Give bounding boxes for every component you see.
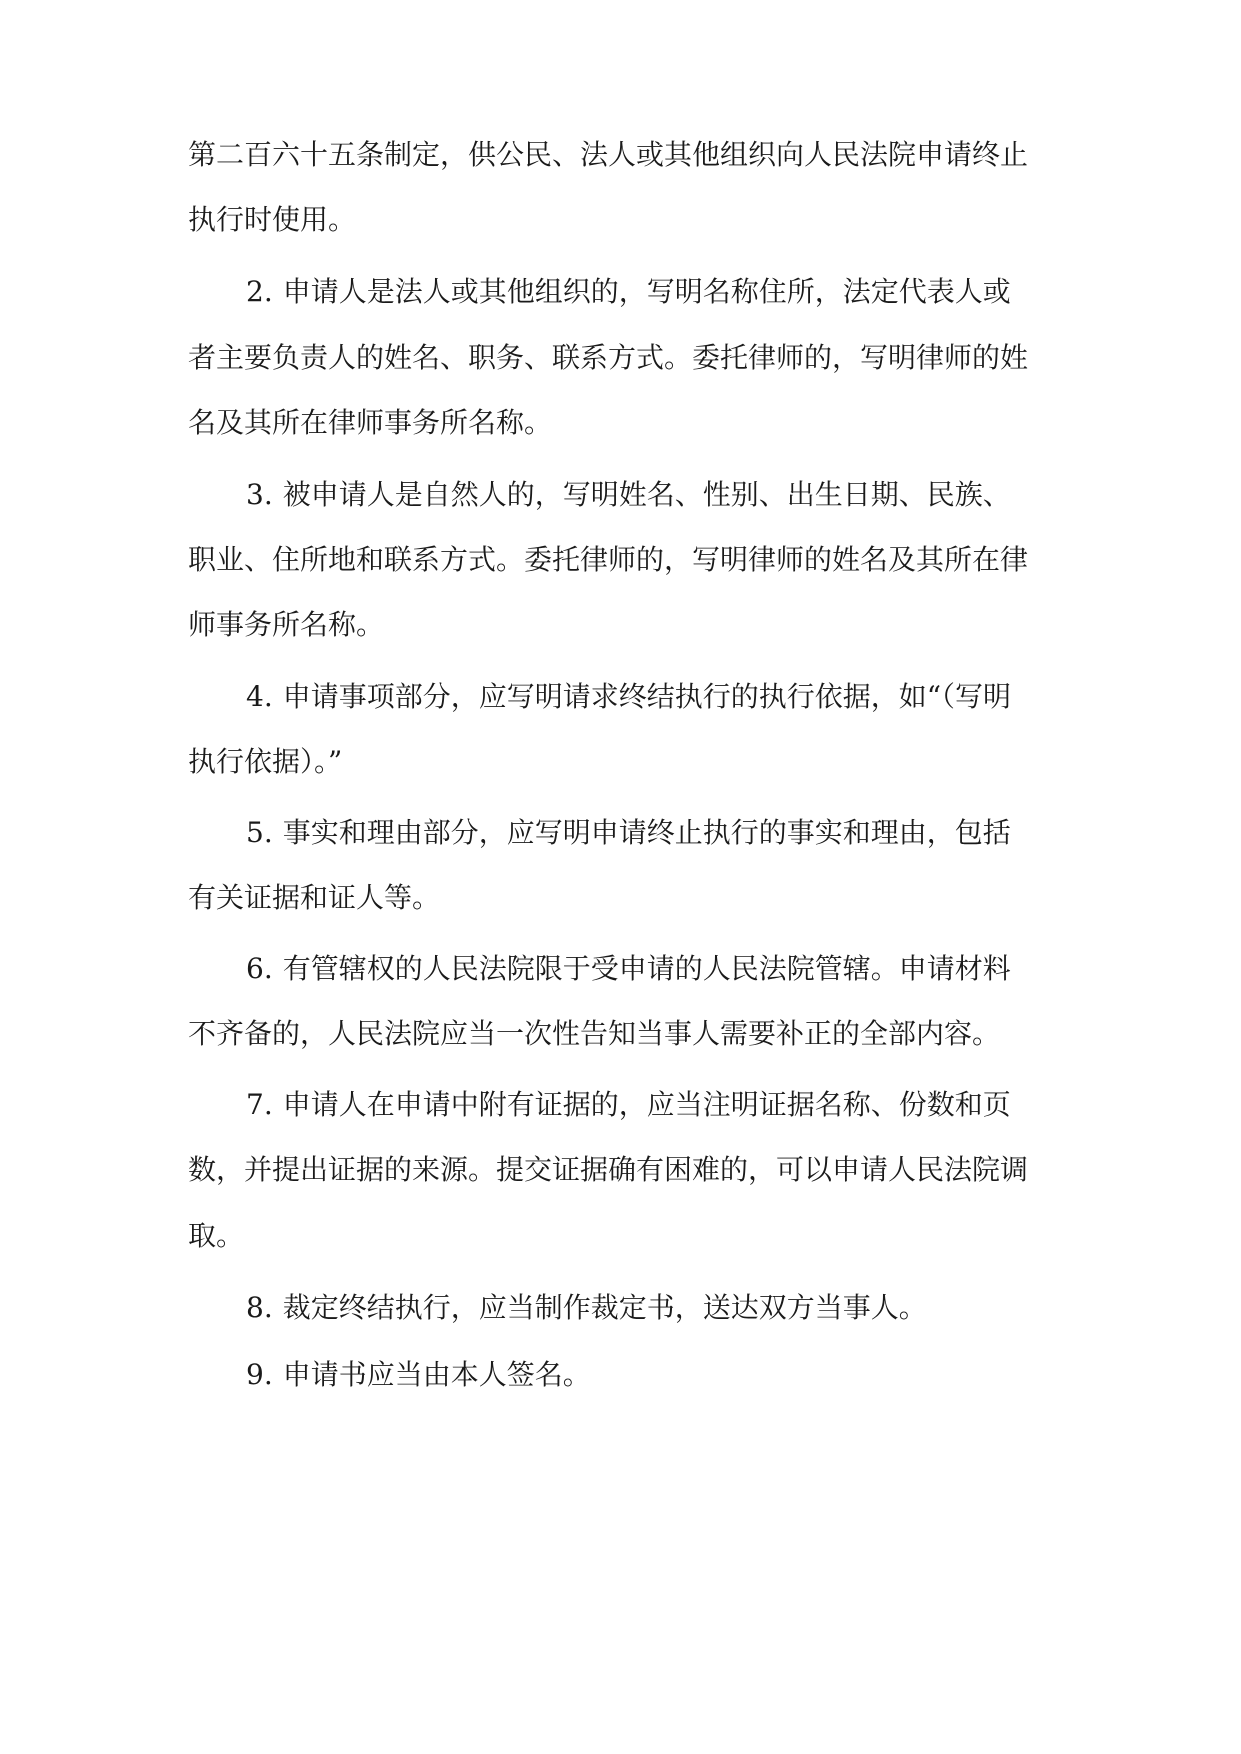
text-line: 师事务所名称。 <box>188 608 385 641</box>
paragraph-7-first-line: 7. 申请人在申请中附有证据的，应当注明证据名称、份数和页 <box>246 1085 1058 1125</box>
text-line: 第二百六十五条制定，供公民、法人或其他组织向人民法院申请终止 <box>188 138 1029 171</box>
paragraph-9-first-line: 9. 申请书应当由本人签名。 <box>246 1355 1058 1395</box>
text-line: 有关证据和证人等。 <box>188 881 441 914</box>
item-number: 2. <box>246 275 273 308</box>
item-number: 9. <box>246 1358 273 1391</box>
paragraph-2-first-line: 2. 申请人是法人或其他组织的，写明名称住所，法定代表人或 <box>246 272 1058 312</box>
text-line: 者主要负责人的姓名、职务、联系方式。委托律师的，写明律师的姓 <box>188 341 1029 374</box>
paragraph-4-first-line: 4. 申请事项部分，应写明请求终结执行的执行依据，如“（写明 <box>246 677 1058 717</box>
text-line: 数，并提出证据的来源。提交证据确有困难的，可以申请人民法院调 <box>188 1153 1029 1186</box>
text-line: 执行时使用。 <box>188 203 357 236</box>
paragraph-3-first-line: 3. 被申请人是自然人的，写明姓名、性别、出生日期、民族、 <box>246 475 1058 515</box>
item-number: 8. <box>246 1291 273 1324</box>
item-number: 4. <box>246 680 273 713</box>
text-line: 执行依据）。” <box>188 745 343 778</box>
item-number: 5. <box>246 816 273 849</box>
text-line: 职业、住所地和联系方式。委托律师的，写明律师的姓名及其所在律 <box>188 543 1029 576</box>
text-line: 不齐备的，人民法院应当一次性告知当事人需要补正的全部内容。 <box>188 1017 1001 1050</box>
item-number: 7. <box>246 1088 273 1121</box>
item-number: 6. <box>246 952 273 985</box>
text-line: 名及其所在律师事务所名称。 <box>188 406 553 439</box>
text-line: 取。 <box>188 1219 245 1252</box>
paragraph-8-first-line: 8. 裁定终结执行，应当制作裁定书，送达双方当事人。 <box>246 1288 1058 1328</box>
item-number: 3. <box>246 478 273 511</box>
paragraph-5-first-line: 5. 事实和理由部分，应写明申请终止执行的事实和理由，包括 <box>246 813 1058 853</box>
paragraph-6-first-line: 6. 有管辖权的人民法院限于受申请的人民法院管辖。申请材料 <box>246 949 1058 989</box>
